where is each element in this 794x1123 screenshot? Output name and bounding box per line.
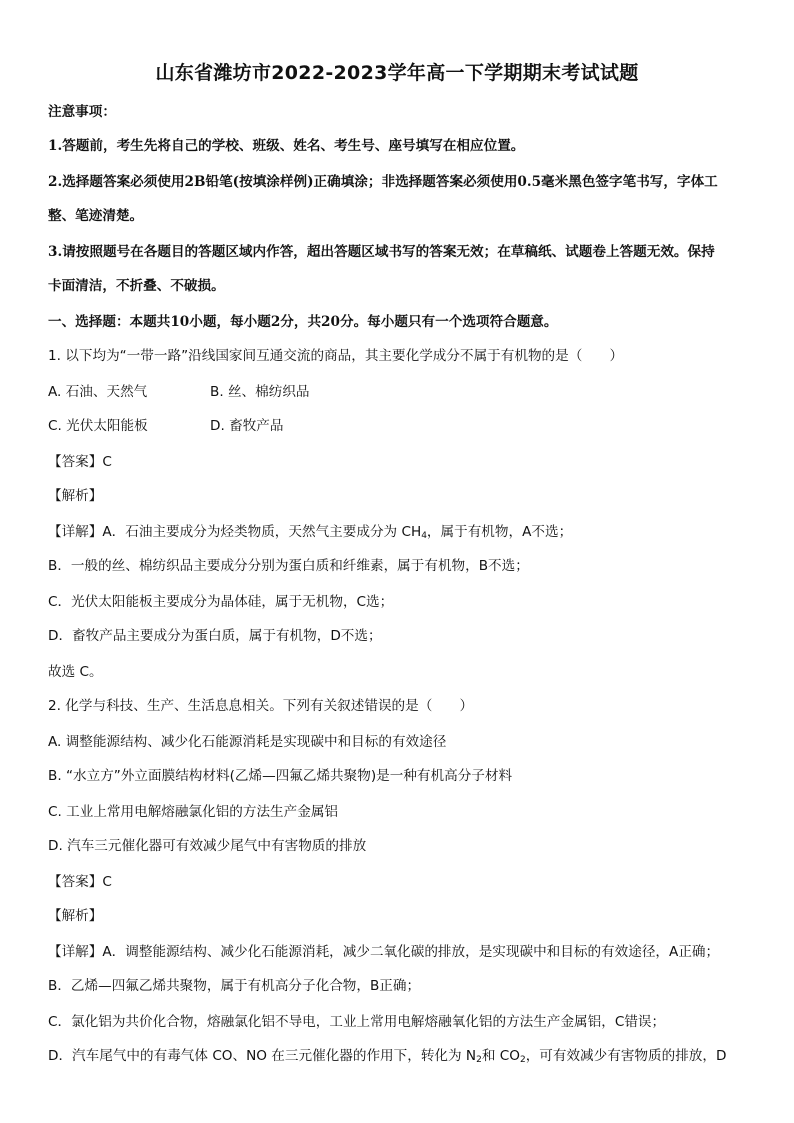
question-1-detail-c: C．光伏太阳能板主要成分为晶体硅，属于无机物，C选； <box>48 594 394 610</box>
question-1-option-c: C. 光伏太阳能板 <box>48 418 148 434</box>
question-1-detail-a-text: 【详解】A．石油主要成分为烃类物质，天然气主要成分为 CH <box>48 524 422 540</box>
question-2-analysis-label: 【解析】 <box>48 908 103 924</box>
question-2-detail-d-text: D．汽车尾气中的有毒气体 CO、NO 在三元催化器的作用下，转化为 N <box>48 1048 477 1064</box>
question-1-detail-a <box>48 522 748 542</box>
question-2-option-d: D. 汽车三元催化器可有效减少尾气中有害物质的排放 <box>48 838 367 854</box>
question-1-option-a: A. 石油、天然气 <box>48 384 148 400</box>
question-2-stem: 2. 化学与科技、生产、生活息息相关。下列有关叙述错误的是（ ） <box>48 698 474 714</box>
question-2-option-b: B. “水立方”外立面膜结构材料(乙烯—四氟乙烯共聚物)是一种有机高分子材料 <box>48 768 513 784</box>
subscript: 4 <box>421 531 427 541</box>
question-2-detail-b: B．乙烯—四氟乙烯共聚物，属于有机高分子化合物，B正确； <box>48 978 421 994</box>
question-1-detail-a-tail: ，属于有机物，A不选； <box>426 524 573 540</box>
question-1-option-b: B. 丝、棉纺织品 <box>210 384 310 400</box>
page-title: 山东省潍坊市2022-2023学年高一下学期期末考试试题 <box>155 62 639 84</box>
subscript: 2 <box>476 1055 482 1065</box>
question-1-stem: 1. 以下均为“一带一路”沿线国家间互通交流的商品，其主要化学成分不属于有机物的是（ ） <box>48 348 624 364</box>
question-1-detail-d: D．畜牧产品主要成分为蛋白质，属于有机物，D不选； <box>48 628 382 644</box>
question-2-option-c: C. 工业上常用电解熔融氯化铝的方法生产金属铝 <box>48 804 339 820</box>
question-2-detail-d-tail: ，可有效减少有害物质的排放，D <box>525 1048 727 1064</box>
question-1-detail-b: B．一般的丝、棉纺织品主要成分分别为蛋白质和纤维素，属于有机物，B不选； <box>48 558 529 574</box>
question-1-conclusion: 故选 C。 <box>48 664 103 680</box>
question-2-detail-a: 【详解】A．调整能源结构、减少化石能源消耗，减少二氧化碳的排放，是实现碳中和目标的有效途径，A正确； <box>48 944 720 960</box>
notice-item-2-line-2: 整、笔迹清楚。 <box>48 208 144 224</box>
question-2-option-a: A. 调整能源结构、减少化石能源消耗是实现碳中和目标的有效途径 <box>48 734 447 750</box>
notice-item-3-line-2: 卡面清洁，不折叠、不破损。 <box>48 278 225 294</box>
question-2-answer: 【答案】C <box>48 874 112 890</box>
question-2-detail-c: C．氯化铝为共价化合物，熔融氯化铝不导电，工业上常用电解熔融氧化铝的方法生产金属铝，C错误； <box>48 1014 666 1030</box>
question-1-options-row-1 <box>48 382 748 402</box>
question-1-options-row-2 <box>48 416 748 436</box>
notice-item-1: 1.答题前，考生先将自己的学校、班级、姓名、考生号、座号填写在相应位置。 <box>48 138 525 154</box>
question-1-option-d: D. 畜牧产品 <box>210 418 284 434</box>
question-2-detail-d <box>48 1046 748 1066</box>
question-1-answer: 【答案】C <box>48 454 112 470</box>
subscript: 2 <box>519 1055 526 1065</box>
notice-heading: 注意事项： <box>48 104 116 120</box>
notice-item-3-line-1: 3.请按照题号在各题目的答题区域内作答，超出答题区域书写的答案无效；在草稿纸、试题卷上答题无效。保持 <box>48 244 715 260</box>
notice-item-2-line-1: 2.选择题答案必须使用2B铅笔(按填涂样例)正确填涂；非选择题答案必须使用0.5毫米黑色签字笔书写，字体工 <box>48 174 718 190</box>
question-1-analysis-label: 【解析】 <box>48 488 103 504</box>
section-heading: 一、选择题：本题共10小题，每小题2分，共20分。每小题只有一个选项符合题意。 <box>48 314 558 330</box>
question-2-detail-d-mid: 和 CO <box>481 1048 520 1064</box>
